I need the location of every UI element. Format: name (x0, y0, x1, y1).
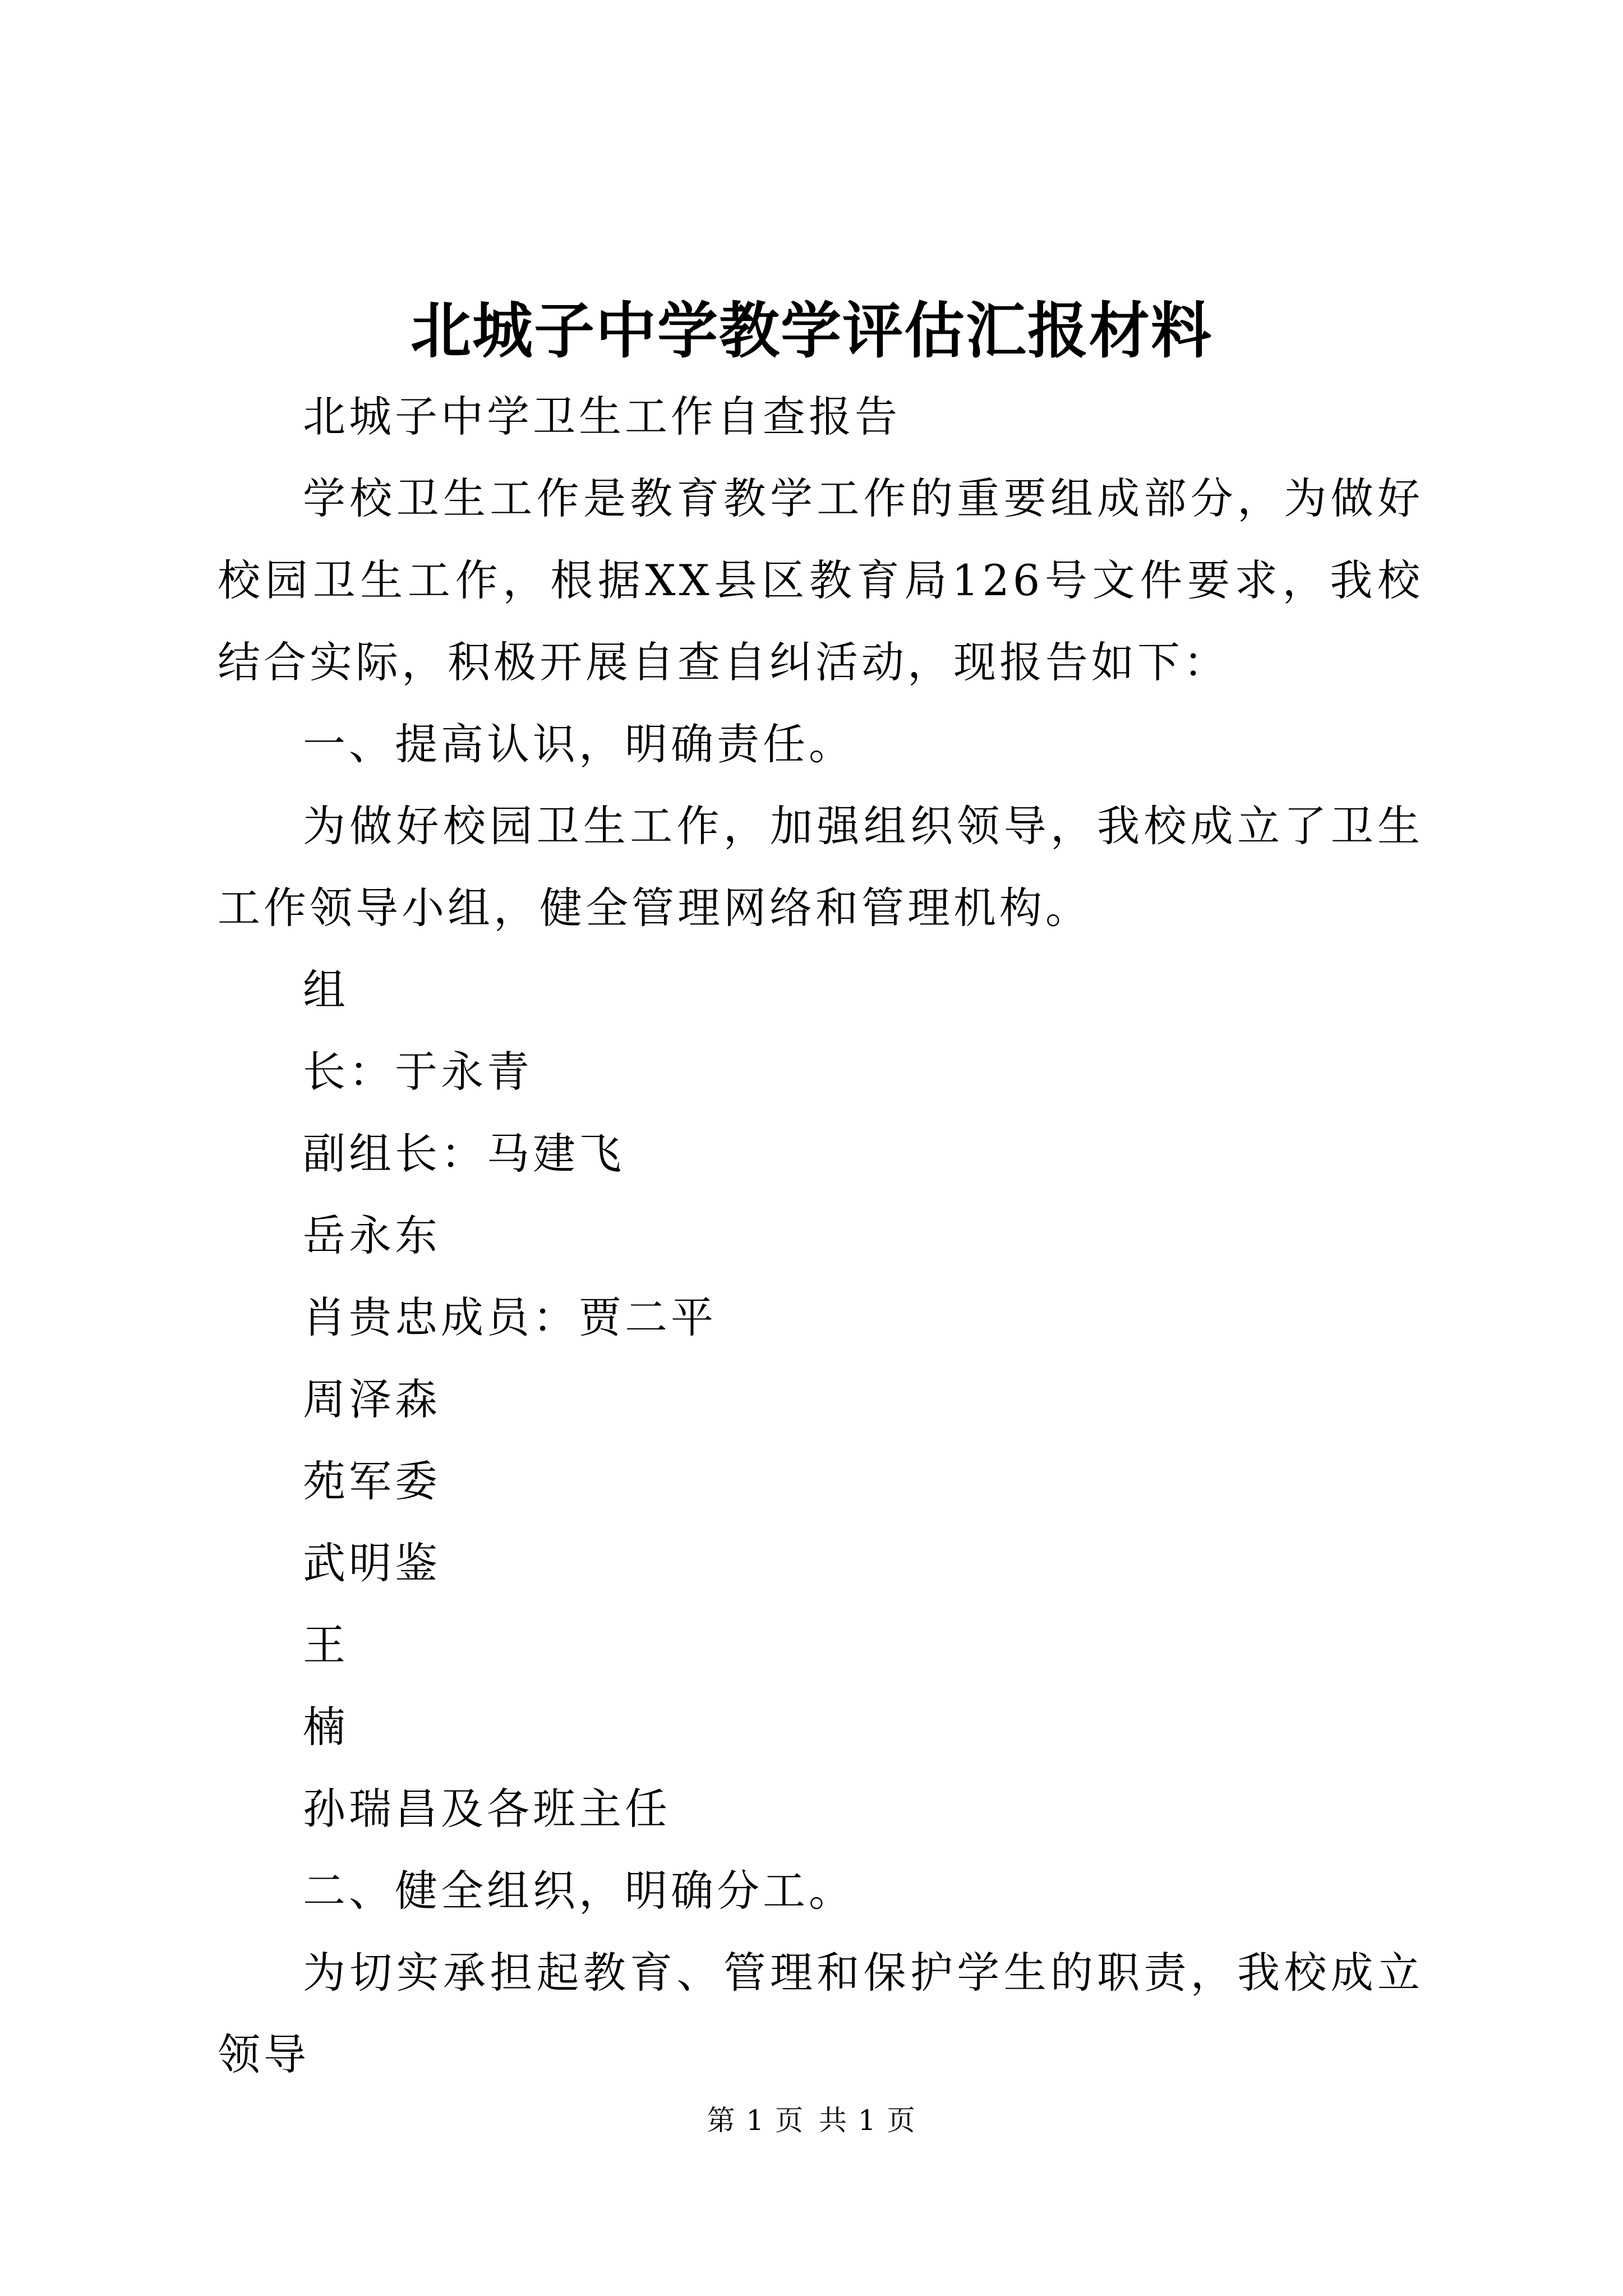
paragraph: 长：于永青 (303, 1047, 533, 1097)
page-total: 共 1 页 (818, 2104, 916, 2137)
page-footer (0, 2101, 1623, 2140)
paragraph: 为做好校园卫生工作，加强组织领导，我校成立了卫生工作领导小组，健全管理网络和管理机构。 (218, 801, 1423, 933)
page-number: 第 1 页 (707, 2104, 805, 2137)
paragraph: 肖贵忠成员：贾二平 (303, 1292, 717, 1342)
paragraph: 二、健全组织，明确分工。 (303, 1866, 855, 1916)
paragraph: 王 (303, 1620, 349, 1670)
document-title: 北城子中学教学评估汇报材料 (410, 296, 1212, 366)
paragraph: 组 (303, 965, 349, 1015)
paragraph: 周泽森 (303, 1374, 441, 1424)
paragraph: 苑军委 (303, 1456, 441, 1506)
paragraph: 武明鉴 (303, 1538, 441, 1588)
paragraph: 为切实承担起教育、管理和保护学生的职责，我校成立领导 (218, 1948, 1423, 2079)
paragraph: 北城子中学卫生工作自查报告 (303, 392, 901, 441)
paragraph: 楠 (303, 1702, 349, 1752)
document-body (218, 376, 1423, 2096)
paragraph: 岳永东 (303, 1211, 441, 1260)
paragraph: 学校卫生工作是教育教学工作的重要组成部分，为做好校园卫生工作，根据XX县区教育局126号文件要求，我校结合实际，积极开展自查自纠活动，现报告如下： (218, 473, 1423, 687)
paragraph: 一、提高认识，明确责任。 (303, 719, 855, 769)
paragraph: 副组长：马建飞 (303, 1129, 625, 1179)
paragraph: 孙瑞昌及各班主任 (303, 1784, 671, 1834)
